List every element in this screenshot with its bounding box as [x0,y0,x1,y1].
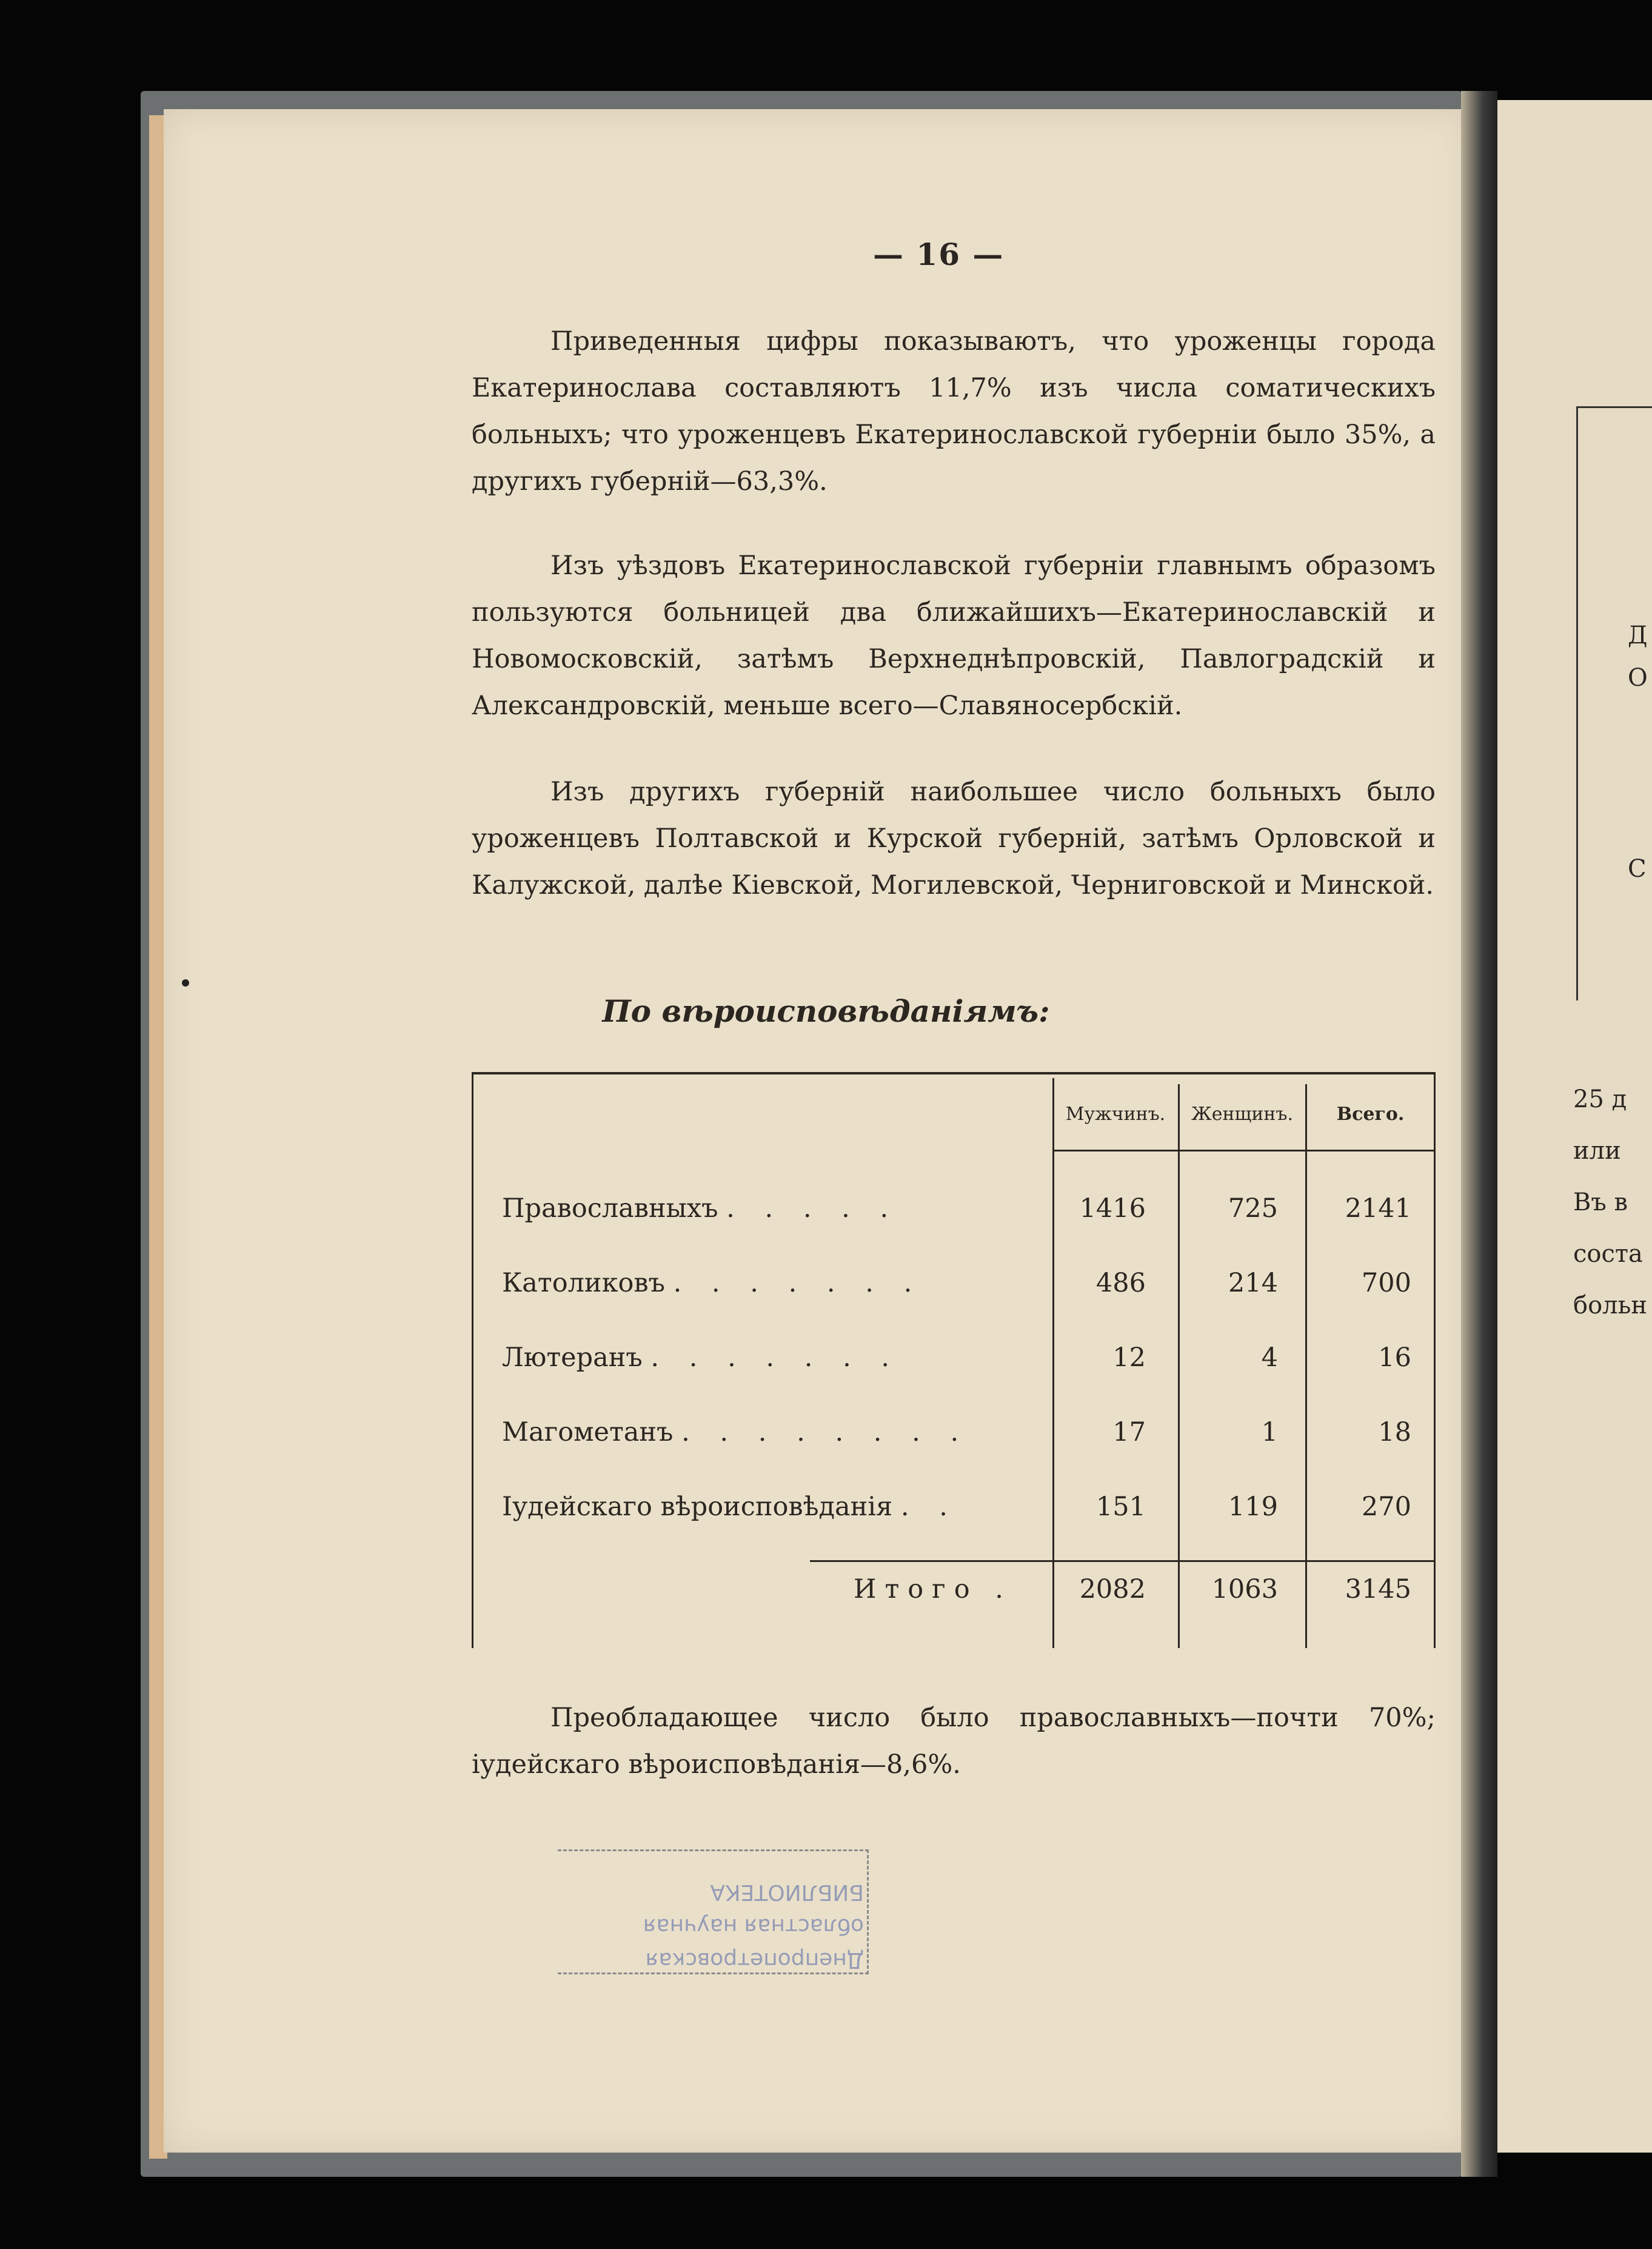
next-page-rule [1576,406,1652,408]
closing-paragraph [472,1695,1436,1788]
next-page-text: больн [1573,1292,1648,1319]
cell-total: 16 [1378,1342,1411,1373]
cell-women: 4 [1261,1342,1278,1373]
cell-men: 486 [1095,1268,1146,1298]
religion-table [472,1072,1436,1648]
table-column-line [1178,1084,1180,1648]
stamp-line: областная научная [643,1914,864,1939]
table-column-line [1052,1078,1054,1648]
next-page-text: соста [1573,1240,1643,1268]
next-page-text: 25 д [1573,1085,1627,1113]
total-women: 1063 [1211,1574,1278,1604]
cell-total: 700 [1361,1268,1411,1298]
next-page-text: Д [1628,622,1648,649]
cell-women: 725 [1228,1193,1278,1224]
next-page-text: или [1573,1137,1621,1165]
cell-total: 270 [1361,1492,1411,1522]
total-label: Итого . [854,1574,1012,1604]
cell-women: 214 [1228,1268,1278,1298]
paragraph [472,543,1436,729]
book-gutter [1461,91,1497,2177]
next-page-text: Въ в [1573,1188,1628,1216]
stamp-line: БИБЛИОТЕКА [710,1880,864,1905]
column-header-total: Всего. [1336,1104,1405,1125]
paragraph-text: Изъ другихъ губерній наибольшее число больныхъ было уроженцевъ Полтавской и Курской губерній, затѣмъ Орловской и Калужской, далѣе Кіевской, Могилевской, Черниговской и Минской. [472,777,1436,900]
next-page-rule-vertical [1576,406,1578,1000]
cell-total: 18 [1378,1417,1411,1447]
cell-total: 2141 [1345,1193,1411,1224]
next-page-text: С [1628,855,1647,883]
total-all: 3145 [1345,1574,1411,1604]
paragraph-text: Изъ уѣздовъ Екатеринославской губерніи главнымъ образомъ пользуются больницей два ближайшихъ—Екатеринославскій и Новомосковскій, затѣмъ Верхнеднѣпровскій, Павлоградскій и Александровскій, меньше всего—Славяносербскій. [472,551,1436,721]
total-men: 2082 [1079,1574,1146,1604]
closing-paragraph-text: Преобладающее число было православныхъ—почти 70%; іудейскаго вѣроисповѣданія—8,6%. [472,1703,1436,1780]
table-row-label: Іудейскаго вѣроисповѣданія . . [502,1492,958,1522]
table-header-rule [1052,1150,1436,1151]
table-row-label: Магометанъ . . . . . . . . [502,1417,970,1447]
table-row-label: Католиковъ . . . . . . . [502,1268,923,1298]
page-number: — 16 — [873,236,1005,272]
paragraph [472,769,1436,909]
cell-men: 151 [1095,1492,1146,1522]
library-stamp [561,1855,864,1977]
column-header-men: Мужчинъ. [1065,1104,1166,1125]
table-sum-rule [810,1560,1436,1562]
paragraph [472,318,1436,505]
cell-men: 12 [1112,1342,1146,1373]
table-top-rule [472,1072,1436,1074]
stamp-line: Днепропетровская [645,1948,864,1972]
table-row-label: Лютеранъ . . . . . . . [502,1342,901,1373]
table-left-border [472,1072,473,1648]
cell-women: 1 [1261,1417,1278,1447]
cell-women: 119 [1228,1492,1278,1522]
column-header-women: Женщинъ. [1191,1104,1293,1125]
next-page-text: О [1628,664,1648,692]
cell-men: 17 [1112,1417,1146,1447]
ink-speck [182,979,189,987]
section-heading: По вѣроисповѣданіямъ: [602,993,1050,1029]
table-column-line [1305,1084,1307,1648]
cell-men: 1416 [1079,1193,1146,1224]
next-page-fragment [1497,100,1652,2153]
table-row-label: Православныхъ . . . . . [502,1193,900,1224]
paragraph-text: Приведенныя цифры показываютъ, что уроженцы города Екатеринослава составляютъ 11,7% изъ числа соматическихъ больныхъ; что уроженцевъ Екатеринославской губерніи было 35%, а другихъ губерній—63,3%. [472,326,1436,497]
